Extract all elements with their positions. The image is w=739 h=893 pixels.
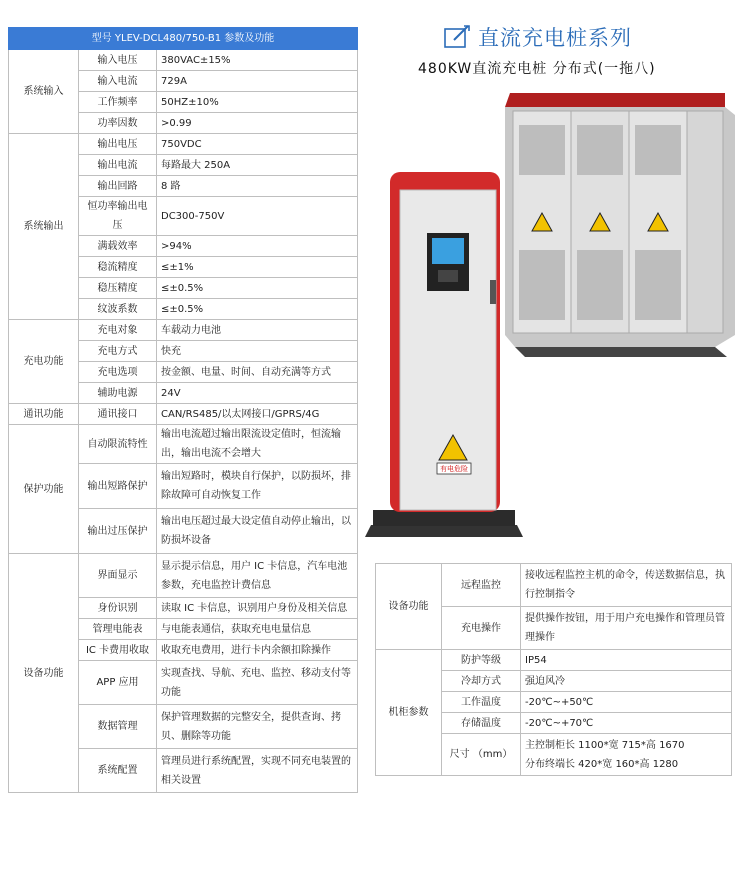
table-row [376,650,732,671]
value-cell: 实现查找、导航、充电、监控、移动支付等功能 [157,661,358,705]
item-cell: APP 应用 [79,661,157,705]
category-cell: 系统输入 [9,50,79,134]
item-cell: 恒功率输出电压 [79,197,157,236]
value-cell: 24V [157,383,358,404]
value-cell: >94% [157,236,358,257]
item-cell: 输出电流 [79,155,157,176]
table-header [9,28,358,50]
value-cell: 按金额、电量、时间、自动充满等方式 [157,362,358,383]
category-cell: 设备功能 [376,564,442,650]
spec-table [8,27,358,793]
category-cell: 设备功能 [9,554,79,793]
category-cell: 系统输出 [9,134,79,320]
value-cell: 729A [157,71,358,92]
item-cell: 界面显示 [79,554,157,598]
category-cell: 通讯功能 [9,404,79,425]
item-cell: 稳流精度 [79,257,157,278]
value-cell: 每路最大 250A [157,155,358,176]
svg-text:有电危险: 有电危险 [440,465,468,473]
value-cell: 380VAC±15% [157,50,358,71]
item-cell: 自动限流特性 [79,425,157,464]
value-cell: 8 路 [157,176,358,197]
table-row [9,134,358,155]
category-cell: 机柜参数 [376,650,442,776]
item-cell: 满载效率 [79,236,157,257]
value-cell: 强迫风冷 [521,671,732,692]
table-row [376,564,732,607]
item-cell: 尺寸 （mm） [442,734,521,776]
value-cell: IP54 [521,650,732,671]
item-cell: 充电对象 [79,320,157,341]
item-cell: 充电选项 [79,362,157,383]
item-cell: 输出电压 [79,134,157,155]
value-cell: 输出短路时，模块自行保护，以防损坏，排除故障可自动恢复工作 [157,464,358,509]
charging-post [365,172,523,537]
value-cell: 输出电流超过输出限流设定值时，恒流输出，输出电流不会增大 [157,425,358,464]
item-cell: 工作温度 [442,692,521,713]
value-cell: 收取充电费用，进行卡内余额扣除操作 [157,640,358,661]
item-cell: 工作频率 [79,92,157,113]
category-cell: 充电功能 [9,320,79,404]
value-cell: 车载动力电池 [157,320,358,341]
value-cell: ≤±1% [157,257,358,278]
item-cell: 身份识别 [79,598,157,619]
value-cell: 主控制柜长 1100*宽 715*高 1670 分布终端长 420*宽 160*高 1280 [521,734,732,776]
item-cell: 输出短路保护 [79,464,157,509]
value-cell: >0.99 [157,113,358,134]
value-cell: -20℃~+70℃ [521,713,732,734]
value-cell: ≤±0.5% [157,299,358,320]
item-cell: 功率因数 [79,113,157,134]
item-cell: 输入电压 [79,50,157,71]
value-cell: 读取 IC 卡信息，识别用户身份及相关信息 [157,598,358,619]
spec-table-2 [375,563,732,776]
cabinet-group [505,93,735,357]
item-cell: 充电操作 [442,607,521,650]
item-cell: 输出过压保护 [79,509,157,554]
item-cell: 防护等级 [442,650,521,671]
value-cell: 快充 [157,341,358,362]
value-cell: 与电能表通信，获取充电电量信息 [157,619,358,640]
item-cell: 充电方式 [79,341,157,362]
table-row [9,50,358,71]
value-cell: 显示提示信息，用户 IC 卡信息，汽车电池参数，充电监控计费信息 [157,554,358,598]
item-cell: 辅助电源 [79,383,157,404]
item-cell: 管理电能表 [79,619,157,640]
item-cell: 冷却方式 [442,671,521,692]
edit-icon [444,25,472,49]
charging-pile-illustration [365,85,735,540]
value-cell: CAN/RS485/以太网接口/GPRS/4G [157,404,358,425]
value-cell: 接收远程监控主机的命令，传送数据信息，执行控制指令 [521,564,732,607]
category-cell: 保护功能 [9,425,79,554]
value-cell: 50HZ±10% [157,92,358,113]
item-cell: 存储温度 [442,713,521,734]
value-cell: 750VDC [157,134,358,155]
table-row [9,425,358,464]
item-cell: 输入电流 [79,71,157,92]
item-cell: 稳压精度 [79,278,157,299]
table-row [9,404,358,425]
value-cell: ≤±0.5% [157,278,358,299]
item-cell: 系统配置 [79,749,157,793]
table-row [9,554,358,598]
value-cell: 输出电压超过最大设定值自动停止输出，以防损坏设备 [157,509,358,554]
item-cell: 输出回路 [79,176,157,197]
value-cell: -20℃~+50℃ [521,692,732,713]
item-cell: 纹波系数 [79,299,157,320]
value-cell: 管理员进行系统配置，实现不同充电装置的相关设置 [157,749,358,793]
table-title: 型号 YLEV-DCL480/750-B1 参数及功能 [9,28,358,50]
value-cell: 保护管理数据的完整安全，提供查询、拷贝、删除等功能 [157,705,358,749]
value-cell: DC300-750V [157,197,358,236]
title-main: 直流充电桩系列 [478,26,632,50]
table-row [9,320,358,341]
item-cell: 数据管理 [79,705,157,749]
item-cell: 远程监控 [442,564,521,607]
title-sub: 480KW直流充电桩 分布式(一拖八) [418,61,656,77]
value-cell: 提供操作按钮，用于用户充电操作和管理员管理操作 [521,607,732,650]
item-cell: IC 卡费用收取 [79,640,157,661]
item-cell: 通讯接口 [79,404,157,425]
